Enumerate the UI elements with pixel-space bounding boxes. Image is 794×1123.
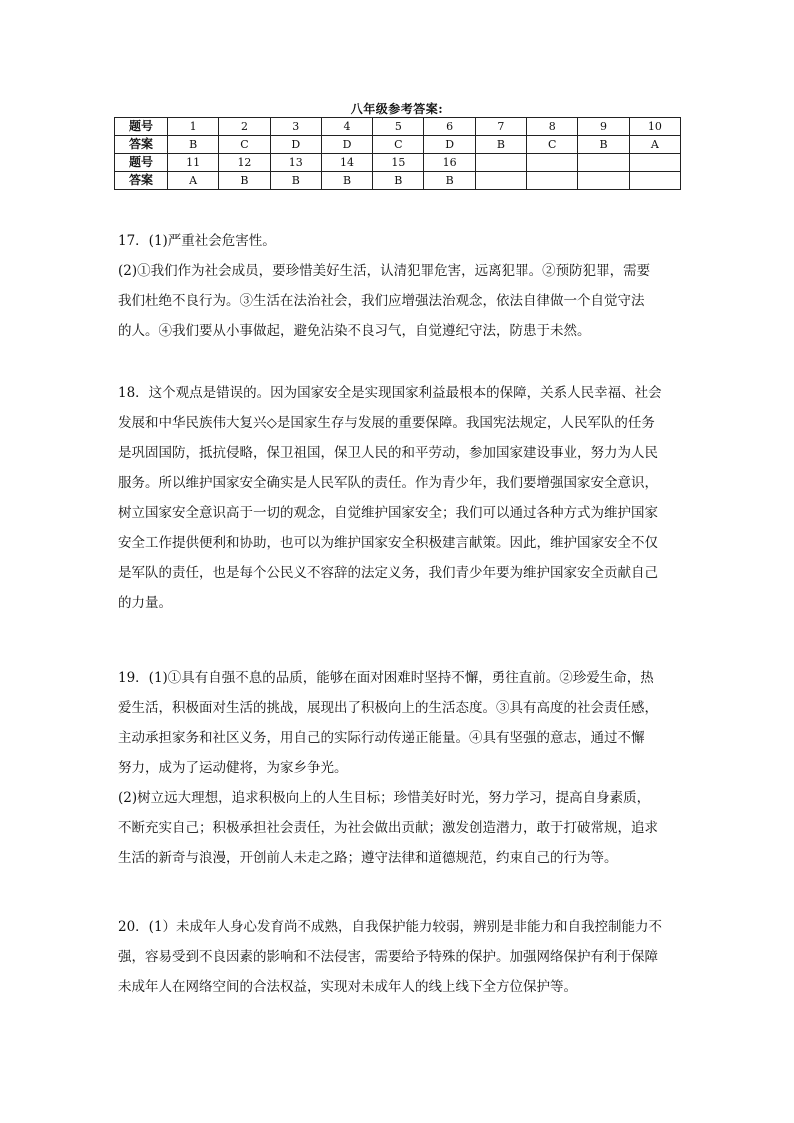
table-cell: 8 (527, 118, 578, 136)
table-cell: 4 (321, 118, 372, 136)
table-cell: B (475, 136, 526, 154)
answer-line: 我们杜绝不良行为。③生活在法治社会，我们应增强法治观念，依法自律做一个自觉守法 (118, 293, 645, 309)
table-cell: B (424, 172, 475, 190)
answer-line: 爱生活，积极面对生活的挑战，展现出了积极向上的生活态度。③具有高度的社会责任感， (118, 700, 658, 716)
answer-line: 发展和中华民族伟大复兴◇是国家生存与发展的重要保障。我国宪法规定，人民军队的任务 (118, 415, 655, 431)
table-cell: 15 (373, 154, 424, 172)
table-cell (578, 172, 629, 190)
answer-line: 的力量。 (118, 595, 172, 611)
table-cell (475, 172, 526, 190)
table-cell: B (321, 172, 372, 190)
answer-line: 19．(1)①具有自强不息的品质，能够在面对困难时坚持不懈，勇往直前。②珍爱生命，热 (118, 670, 654, 686)
answer-20 (118, 912, 684, 1002)
table-row (115, 118, 681, 136)
answer-line: 强，容易受到不良因素的影响和不法侵害，需要给予特殊的保护。加强网络保护有利于保障 (118, 949, 658, 965)
table-cell: D (424, 136, 475, 154)
table-cell: 5 (373, 118, 424, 136)
table-cell: 12 (219, 154, 270, 172)
table-cell: D (270, 136, 321, 154)
table-cell: C (219, 136, 270, 154)
table-row (115, 172, 681, 190)
table-cell (475, 154, 526, 172)
table-row (115, 136, 681, 154)
table-cell: 11 (168, 154, 219, 172)
table-cell: 10 (629, 118, 680, 136)
row-header: 答案 (115, 136, 168, 154)
row-header: 答案 (115, 172, 168, 190)
table-cell (527, 172, 578, 190)
answer-19 (118, 663, 684, 873)
answer-line: (2)树立远大理想，追求积极向上的人生目标；珍惜美好时光，努力学习，提高自身素质， (118, 790, 651, 806)
table-cell: 3 (270, 118, 321, 136)
answer-line: 安全工作提供便利和协助，也可以为维护国家安全积极建言献策。因此，维护国家安全不仅 (118, 535, 658, 551)
table-cell: 7 (475, 118, 526, 136)
answer-table (114, 117, 681, 190)
table-cell: B (270, 172, 321, 190)
table-cell: D (321, 136, 372, 154)
table-cell: 13 (270, 154, 321, 172)
table-cell: B (168, 136, 219, 154)
table-cell: 14 (321, 154, 372, 172)
table-cell: B (219, 172, 270, 190)
table-cell: 6 (424, 118, 475, 136)
table-cell: C (373, 136, 424, 154)
answer-line: 努力，成为了运动健将，为家乡争光。 (118, 760, 348, 776)
answer-line: 18．这个观点是错误的。因为国家安全是实现国家利益最根本的保障，关系人民幸福、社会 (118, 385, 662, 401)
table-cell: 9 (578, 118, 629, 136)
answer-17 (118, 226, 684, 346)
answer-line: 服务。所以维护国家安全确实是人民军队的责任。作为青少年，我们要增强国家安全意识， (118, 475, 658, 491)
table-cell: A (168, 172, 219, 190)
table-cell: 16 (424, 154, 475, 172)
answer-line: 不断充实自己；积极承担社会责任，为社会做出贡献；激发创造潜力，敢于打破常规，追求 (118, 820, 658, 836)
page-title: 八年级参考答案: (350, 102, 444, 116)
answer-line: 未成年人在网络空间的合法权益，实现对未成年人的线上线下全方位保护等。 (118, 979, 577, 995)
row-header: 题号 (115, 154, 168, 172)
table-cell (527, 154, 578, 172)
answer-18 (118, 378, 684, 618)
table-cell (578, 154, 629, 172)
table-cell: 1 (168, 118, 219, 136)
table-cell: B (578, 136, 629, 154)
table-row (115, 154, 681, 172)
table-cell (629, 172, 680, 190)
table-cell: 2 (219, 118, 270, 136)
answer-line: 是军队的责任，也是每个公民义不容辞的法定义务，我们青少年要为维护国家安全贡献自己 (118, 565, 658, 581)
answer-line: 的人。④我们要从小事做起，避免沾染不良习气，自觉遵纪守法，防患于未然。 (118, 323, 591, 339)
row-header: 题号 (115, 118, 168, 136)
answer-line: 树立国家安全意识高于一切的观念，自觉维护国家安全；我们可以通过各种方式为维护国家 (118, 505, 658, 521)
answer-line: 主动承担家务和社区义务，用自己的实际行动传递正能量。④具有坚强的意志，通过不懈 (118, 730, 645, 746)
table-cell: C (527, 136, 578, 154)
answer-line: 20．(1）未成年人身心发育尚不成熟，自我保护能力较弱，辨别是非能力和自我控制能力不 (118, 919, 663, 935)
answer-line: 生活的新奇与浪漫，开创前人未走之路；遵守法律和道德规范，约束自己的行为等。 (118, 850, 618, 866)
table-cell: B (373, 172, 424, 190)
answer-line: (2)①我们作为社会成员，要珍惜美好生活，认清犯罪危害，远离犯罪。②预防犯罪，需要 (118, 263, 651, 279)
answer-line: 是巩固国防，抵抗侵略，保卫祖国，保卫人民的和平劳动，参加国家建设事业，努力为人民 (118, 445, 658, 461)
table-cell: A (629, 136, 680, 154)
answer-line: 17．(1)严重社会危害性。 (118, 233, 276, 249)
table-cell (629, 154, 680, 172)
